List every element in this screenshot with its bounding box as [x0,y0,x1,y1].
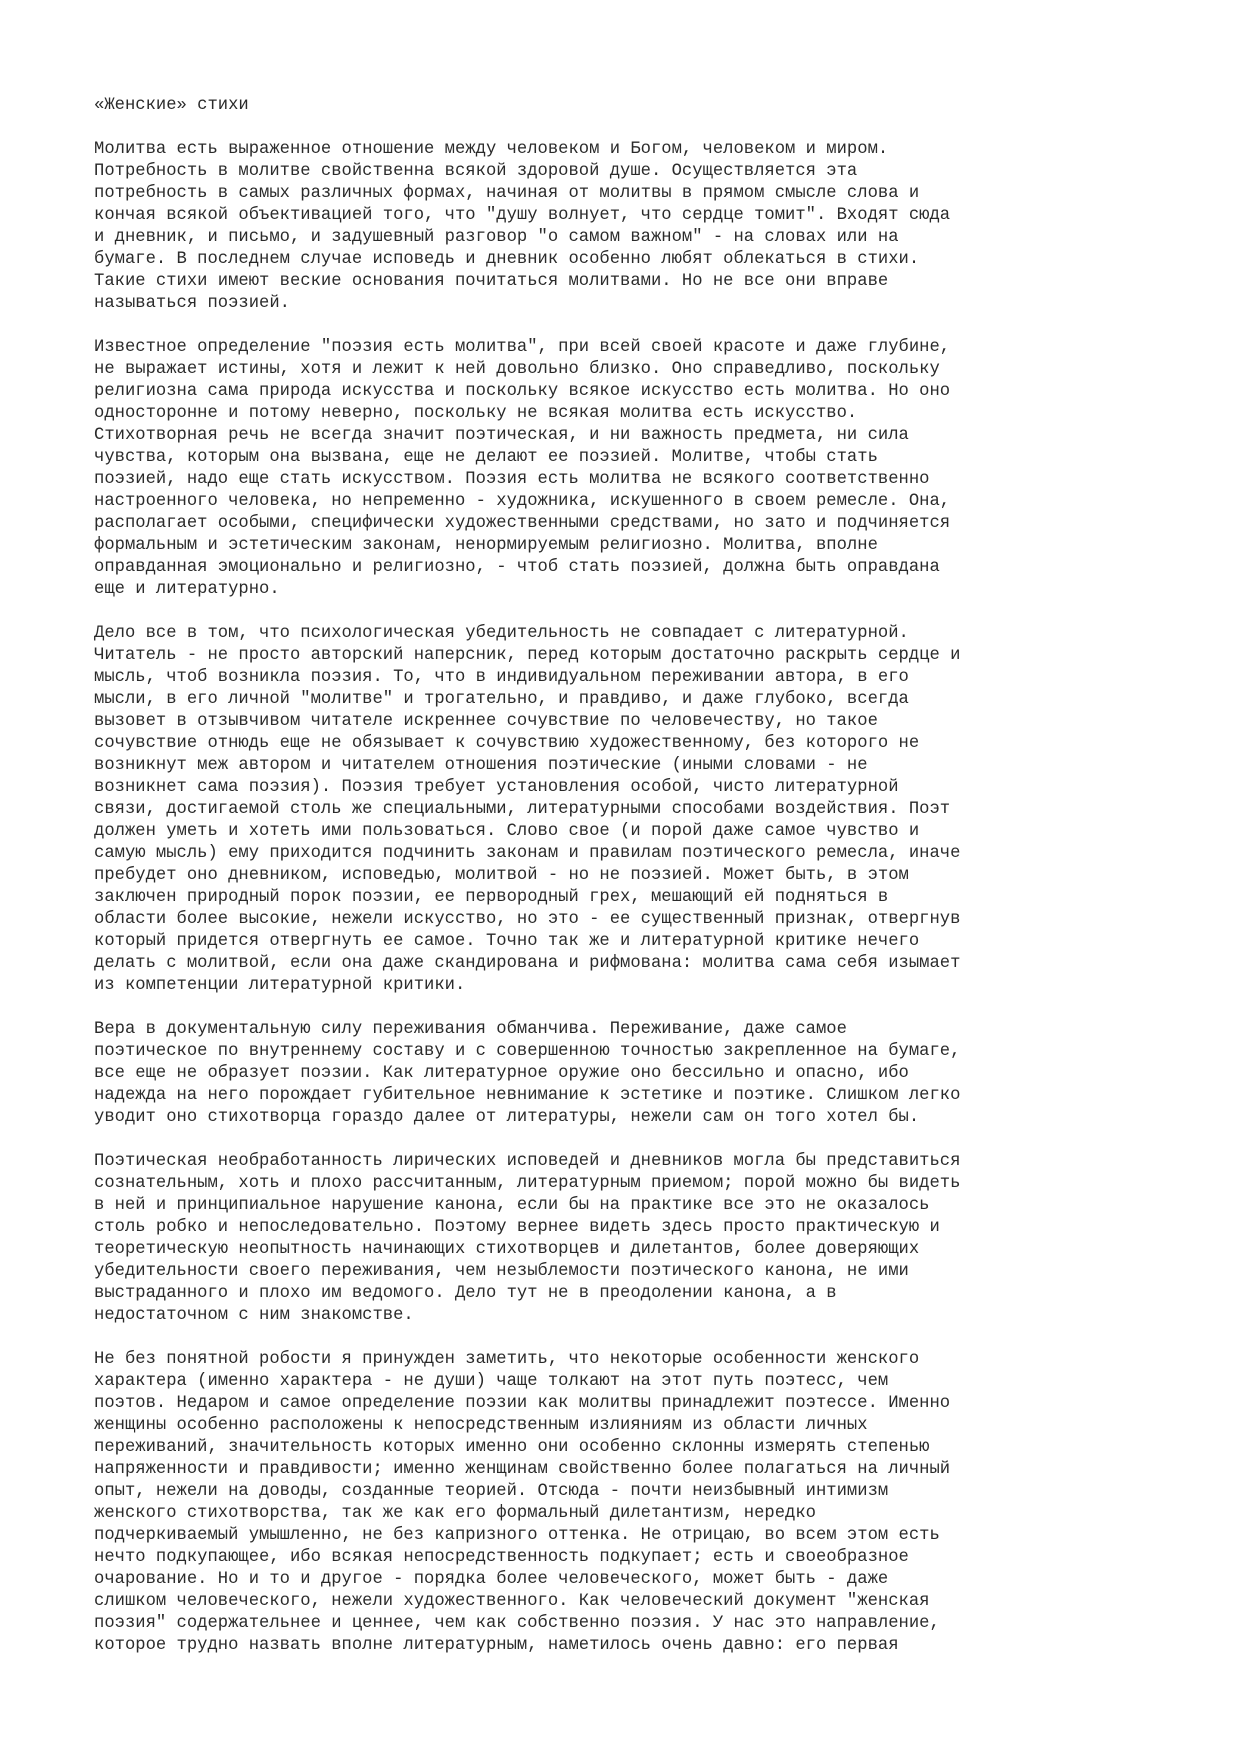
text-line: столь робко и непоследовательно. Поэтому вернее видеть здесь просто практическую и [94,1218,940,1237]
text-line: женщины особенно расположены к непосредственным излияниям из области личных [94,1416,868,1435]
document-page [94,95,1214,1679]
text-line: поэтов. Недаром и самое определение поэзии как молитвы принадлежит поэтессе. Именно [94,1394,951,1413]
text-line: Молитва есть выраженное отношение между человеком и Богом, человеком и миром. [94,140,889,159]
document-body [94,139,1214,1657]
text-line: который придется отвергнуть ее самое. Точно так же и литературной критике нечего [94,932,920,951]
text-line: в ней и принципиальное нарушение канона, если бы на практике все это не оказалось [94,1196,930,1215]
text-line: поэтическое по внутреннему составу и с совершенною точностью закрепленное на бумаге, [94,1042,961,1061]
text-line: называться поэзией. [94,294,290,313]
paragraph [94,139,1214,315]
text-line: располагает особыми, специфически художественными средствами, но зато и подчиняется [94,514,951,533]
text-line: выстраданного и плохо им ведомого. Дело тут не в преодолении канона, а в [94,1284,837,1303]
text-line: напряженности и правдивости; именно женщинам свойственно более полагаться на личный [94,1460,951,1479]
text-line: делать с молитвой, если она даже скандирована и рифмована: молитва сама себя изымает [94,954,961,973]
text-line: связи, достигаемой столь же специальными, литературными способами воздействия. Поэт [94,800,951,819]
text-line: самую мысль) ему приходится подчинить законам и правилам поэтического ремесла, иначе [94,844,961,863]
text-line: мысли, в его личной "молитве" и трогательно, и правдиво, и даже глубоко, всегда [94,690,909,709]
text-line: возникнут меж автором и читателем отношения поэтические (иными словами - не [94,756,868,775]
paragraph [94,1019,1214,1129]
text-line: недостаточном с ним знакомстве. [94,1306,414,1325]
text-line: Известное определение "поэзия есть молитва", при всей своей красоте и даже глубине, [94,338,951,357]
text-line: мысль, чтоб возникла поэзия. То, что в индивидуальном переживании автора, в его [94,668,909,687]
text-line: бумаге. В последнем случае исповедь и дневник особенно любят облекаться в стихи. [94,250,920,269]
text-line: сочувствие отнюдь еще не обязывает к сочувствию художественному, без которого не [94,734,920,753]
text-line: женского стихотворства, так же как его формальный дилетантизм, нередко [94,1504,816,1523]
text-line: слишком человеческого, нежели художественного. Как человеческий документ "женская [94,1592,930,1611]
text-line: пребудет оно дневником, исповедью, молитвой - но не поэзией. Может быть, в этом [94,866,909,885]
text-line: из компетенции литературной критики. [94,976,466,995]
text-line: очарование. Но и то и другое - порядка более человеческого, может быть - даже [94,1570,889,1589]
text-line: Потребность в молитве свойственна всякой здоровой душе. Осуществляется эта [94,162,858,181]
paragraph [94,337,1214,601]
text-line: поэзия" содержательнее и ценнее, чем как собственно поэзия. У нас это направление, [94,1614,940,1633]
text-line: поэзией, надо еще стать искусством. Поэзия есть молитва не всякого соответственно [94,470,930,489]
text-line: кончая всякой объективацией того, что "душу волнует, что сердце томит". Входят сюда [94,206,951,225]
text-line: области более высокие, нежели искусство, но это - ее существенный признак, отвергнув [94,910,961,929]
text-line: сознательным, хоть и плохо рассчитанным, литературным приемом; порой можно бы видеть [94,1174,961,1193]
text-line: Такие стихи имеют веские основания почитаться молитвами. Но не все они вправе [94,272,889,291]
text-line: формальным и эстетическим законам, ненормируемым религиозно. Молитва, вполне [94,536,878,555]
text-line: уводит оно стихотворца гораздо далее от литературы, нежели сам он того хотел бы. [94,1108,920,1127]
text-line: настроенного человека, но непременно - художника, искушенного в своем ремесле. Она, [94,492,951,511]
text-line: должен уметь и хотеть ими пользоваться. Слово свое (и порой даже самое чувство и [94,822,920,841]
text-line: односторонне и потому неверно, поскольку не всякая молитва есть искусство. [94,404,858,423]
paragraph [94,623,1214,997]
text-line: Читатель - не просто авторский наперсник, перед которым достаточно раскрыть сердце и [94,646,961,665]
document-title: «Женские» стихи [94,96,249,115]
text-line: убедительности своего переживания, чем незыблемости поэтического канона, не ими [94,1262,909,1281]
text-line: Поэтическая необработанность лирических исповедей и дневников могла бы представиться [94,1152,961,1171]
text-line: которое трудно назвать вполне литературным, наметилось очень давно: его первая [94,1636,899,1655]
text-line: Не без понятной робости я принужден заметить, что некоторые особенности женского [94,1350,920,1369]
text-line: Дело все в том, что психологическая убедительность не совпадает с литературной. [94,624,909,643]
text-line: и дневник, и письмо, и задушевный разговор "о самом важном" - на словах или на [94,228,899,247]
paragraph [94,1151,1214,1327]
text-line: религиозна сама природа искусства и поскольку всякое искусство есть молитва. Но оно [94,382,951,401]
text-line: вызовет в отзывчивом читателе искреннее сочувствие по человечеству, но такое [94,712,878,731]
text-line: все еще не образует поэзии. Как литературное оружие оно бессильно и опасно, ибо [94,1064,909,1083]
text-line: не выражает истины, хотя и лежит к ней довольно близко. Оно справедливо, поскольку [94,360,940,379]
text-line: опыт, нежели на доводы, созданные теорией. Отсюда - почти неизбывный интимизм [94,1482,889,1501]
text-line: нечто подкупающее, ибо всякая непосредственность подкупает; есть и своеобразное [94,1548,909,1567]
text-line: еще и литературно. [94,580,280,599]
text-line: заключен природный порок поэзии, ее первородный грех, мешающий ей подняться в [94,888,889,907]
text-line: переживаний, значительность которых именно они особенно склонны измерять степенью [94,1438,930,1457]
text-line: Стихотворная речь не всегда значит поэтическая, и ни важность предмета, ни сила [94,426,909,445]
text-line: возникнет сама поэзия). Поэзия требует установления особой, чисто литературной [94,778,899,797]
text-line: Вера в документальную силу переживания обманчива. Переживание, даже самое [94,1020,847,1039]
text-line: характера (именно характера - не души) чаще толкают на этот путь поэтесс, чем [94,1372,889,1391]
text-line: оправданная эмоционально и религиозно, - чтоб стать поэзией, должна быть оправдана [94,558,940,577]
text-line: подчеркиваемый умышленно, не без капризного оттенка. Не отрицаю, во всем этом есть [94,1526,940,1545]
text-line: потребность в самых различных формах, начиная от молитвы в прямом смысле слова и [94,184,920,203]
text-line: надежда на него порождает губительное невнимание к эстетике и поэтике. Слишком легко [94,1086,961,1105]
text-line: теоретическую неопытность начинающих стихотворцев и дилетантов, более доверяющих [94,1240,920,1259]
text-line: чувства, которым она вызвана, еще не делают ее поэзией. Молитве, чтобы стать [94,448,878,467]
paragraph [94,1349,1214,1657]
